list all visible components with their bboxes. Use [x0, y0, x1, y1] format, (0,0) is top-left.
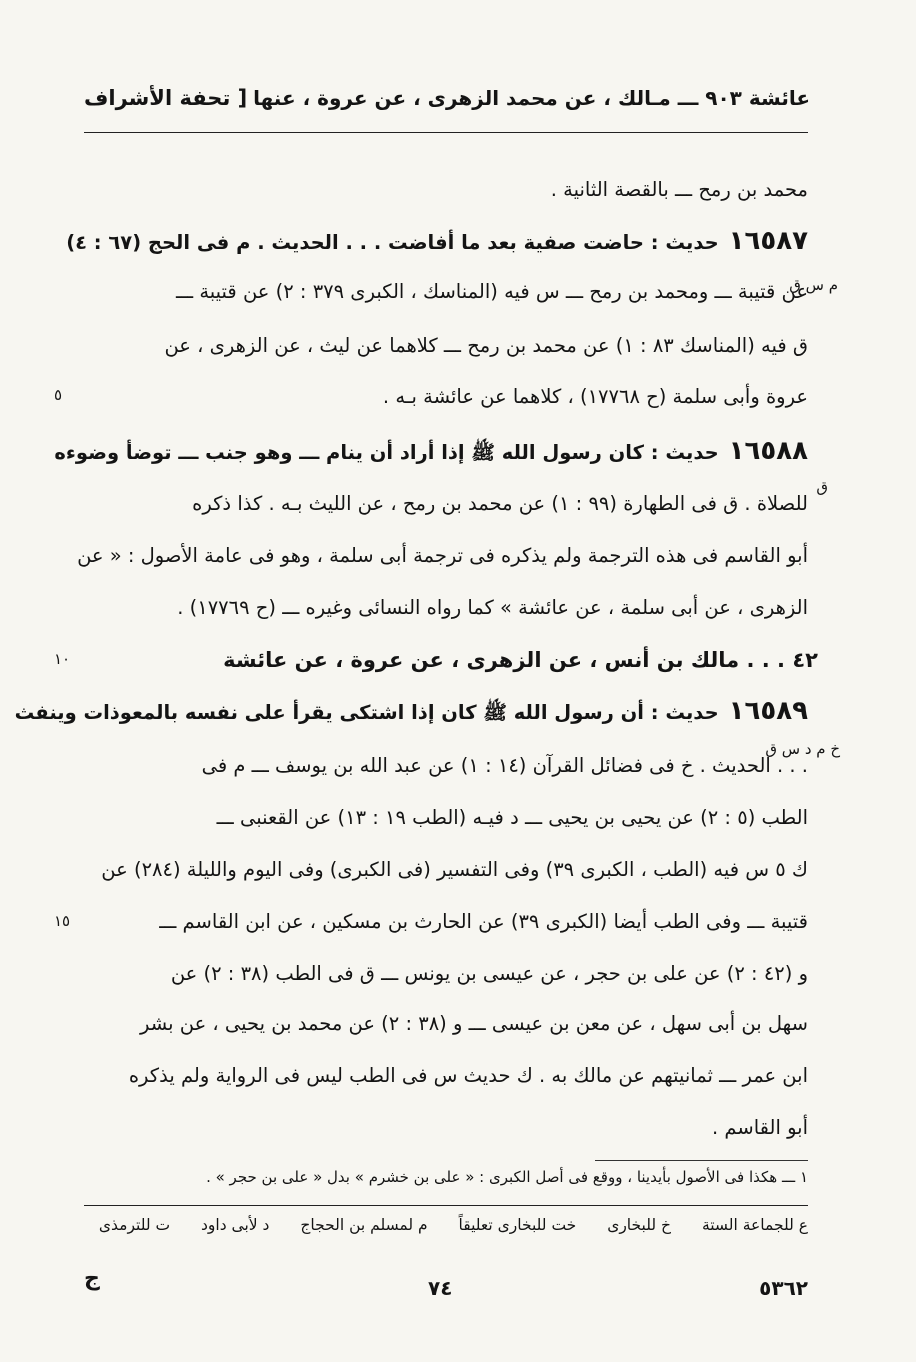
hadith-16588-line — [54, 436, 808, 469]
line-number-10: ١٠ — [54, 650, 71, 668]
abbr-item: د لأبى داود — [201, 1216, 270, 1234]
hadith-number: ١٦٥٨٩ — [728, 696, 808, 726]
footnote-rule — [595, 1160, 808, 1161]
hadith-number: ١٦٥٨٧ — [728, 226, 808, 256]
book-title: [ تحفة الأشراف — [84, 86, 248, 110]
line-number-5: ٥ — [54, 386, 63, 404]
text-line-7: للصلاة . ق فى الطهارة (٩٩ : ١) عن محمد بن رمح ، عن الليث بـه . كذا ذكره — [192, 492, 808, 515]
text-line-14: ك ٥ س فيه (الطب ، الكبرى ٣٩) وفى التفسير (فى الكبرى) وفى اليوم والليلة (٢٨٤) عن — [101, 858, 808, 881]
text-line-9: الزهرى ، عن أبى سلمة ، عن عائشة » كما رواه النسائى وغيره ـــ (ح ١٧٧٦٩) . — [177, 596, 808, 619]
signature-mark: ج — [84, 1266, 100, 1291]
hadith-number: ١٦٥٨٨ — [728, 436, 808, 466]
abbr-item: م لمسلم بن الحجاج — [300, 1216, 428, 1234]
hadith-text: حديث : أن رسول الله ﷺ كان إذا اشتكى يقرأ على نفسه بالمعوذات وينفث — [14, 701, 719, 724]
text-line-3: عن قتيبة ـــ ومحمد بن رمح ـــ س فيه (المناسك ، الكبرى ٣٧٩ : ٢) عن قتيبة ـــ — [175, 280, 808, 303]
text-line-1: محمد بن رمح ـــ بالقصة الثانية . — [550, 178, 808, 201]
text-line-17: سهل بن أبى سهل ، عن معن بن عيسى ـــ و (٣٨ : ٢) عن محمد بن يحيى ، عن بشر — [139, 1012, 808, 1035]
sigla-16587: م س ق — [789, 276, 838, 294]
sigla-16588: ق — [816, 478, 828, 496]
hadith-16589-line — [15, 696, 808, 729]
abbr-item: خ للبخارى — [607, 1216, 671, 1234]
text-line-18: ابن عمر ـــ ثمانيتهم عن مالك به . ك حديث س فى الطب ليس فى الرواية ولم يذكره — [128, 1064, 808, 1087]
text-line-19: أبو القاسم . — [712, 1116, 808, 1139]
text-line-12: . . . الحديث . خ فى فضائل القرآن (١٤ : ١) عن عبد الله بن يوسف ـــ م فى — [201, 754, 808, 777]
text-line-15: قتيبة ـــ وفى الطب أيضا (الكبرى ٣٩) عن الحارث بن مسكين ، عن ابن القاسم ـــ — [159, 910, 808, 933]
hadith-text: حديث : كان رسول الله ﷺ إذا أراد أن ينام ـــ وهو جنب ـــ توضأ وضوءه — [54, 441, 719, 464]
text-line-13: الطب (٥ : ٢) عن يحيى بن يحيى ـــ د فيـه (الطب ١٩ : ١٣) عن القعنبى ـــ — [216, 806, 808, 829]
abbr-item: ع للجماعة الستة — [701, 1216, 808, 1234]
page-number: ٧٤ — [428, 1276, 453, 1300]
abbr-item: ت للترمذى — [98, 1216, 171, 1234]
running-head: عائشة ٩٠٣ ـــ مـالك ، عن محمد الزهرى ، عن عروة ، عنها — [253, 86, 810, 110]
text-line-8: أبو القاسم فى هذه الترجمة ولم يذكره فى ترجمة أبى سلمة ، وهو فى عامة الأصول : « عن — [77, 544, 808, 567]
footnote: ١ ـــ هكذا فى الأصول بأيدينا ، ووقع فى أصل الكبرى : « على بن خشرم » بدل « على بن حجر » . — [206, 1168, 808, 1186]
text-line-4: ق فيه (المناسك ٨٣ : ١) عن محمد بن رمح ـــ كلاهما عن ليث ، عن الزهرى ، عن — [164, 334, 808, 357]
hadith-16587-line — [66, 226, 808, 256]
text-line-16: و (٤٢ : ٢) عن على بن حجر ، عن عيسى بن يونس ـــ ق فى الطب (٣٨ : ٢) عن — [170, 962, 808, 985]
hadith-text: حديث : حاضت صفية بعد ما أفاضت . . . الحديث . م فى الحج (٦٧ : ٤) — [66, 231, 719, 254]
sigla-16589: خ م د س ق — [765, 740, 840, 758]
header-rule — [84, 132, 808, 133]
abbreviations-key — [73, 1216, 808, 1234]
volume-page-number: ٥٣٦٢ — [759, 1276, 808, 1300]
line-number-15: ١٥ — [54, 912, 71, 930]
abbreviations-rule — [84, 1205, 808, 1206]
abbr-item: خت للبخارى تعليقاً — [458, 1216, 577, 1234]
text-line-5: عروة وأبى سلمة (ح ١٧٧٦٨) ، كلاهما عن عائشة بـه . — [382, 385, 808, 408]
section-heading: ٤٢ . . . مالك بن أنس ، عن الزهرى ، عن عروة ، عن عائشة — [223, 648, 818, 672]
